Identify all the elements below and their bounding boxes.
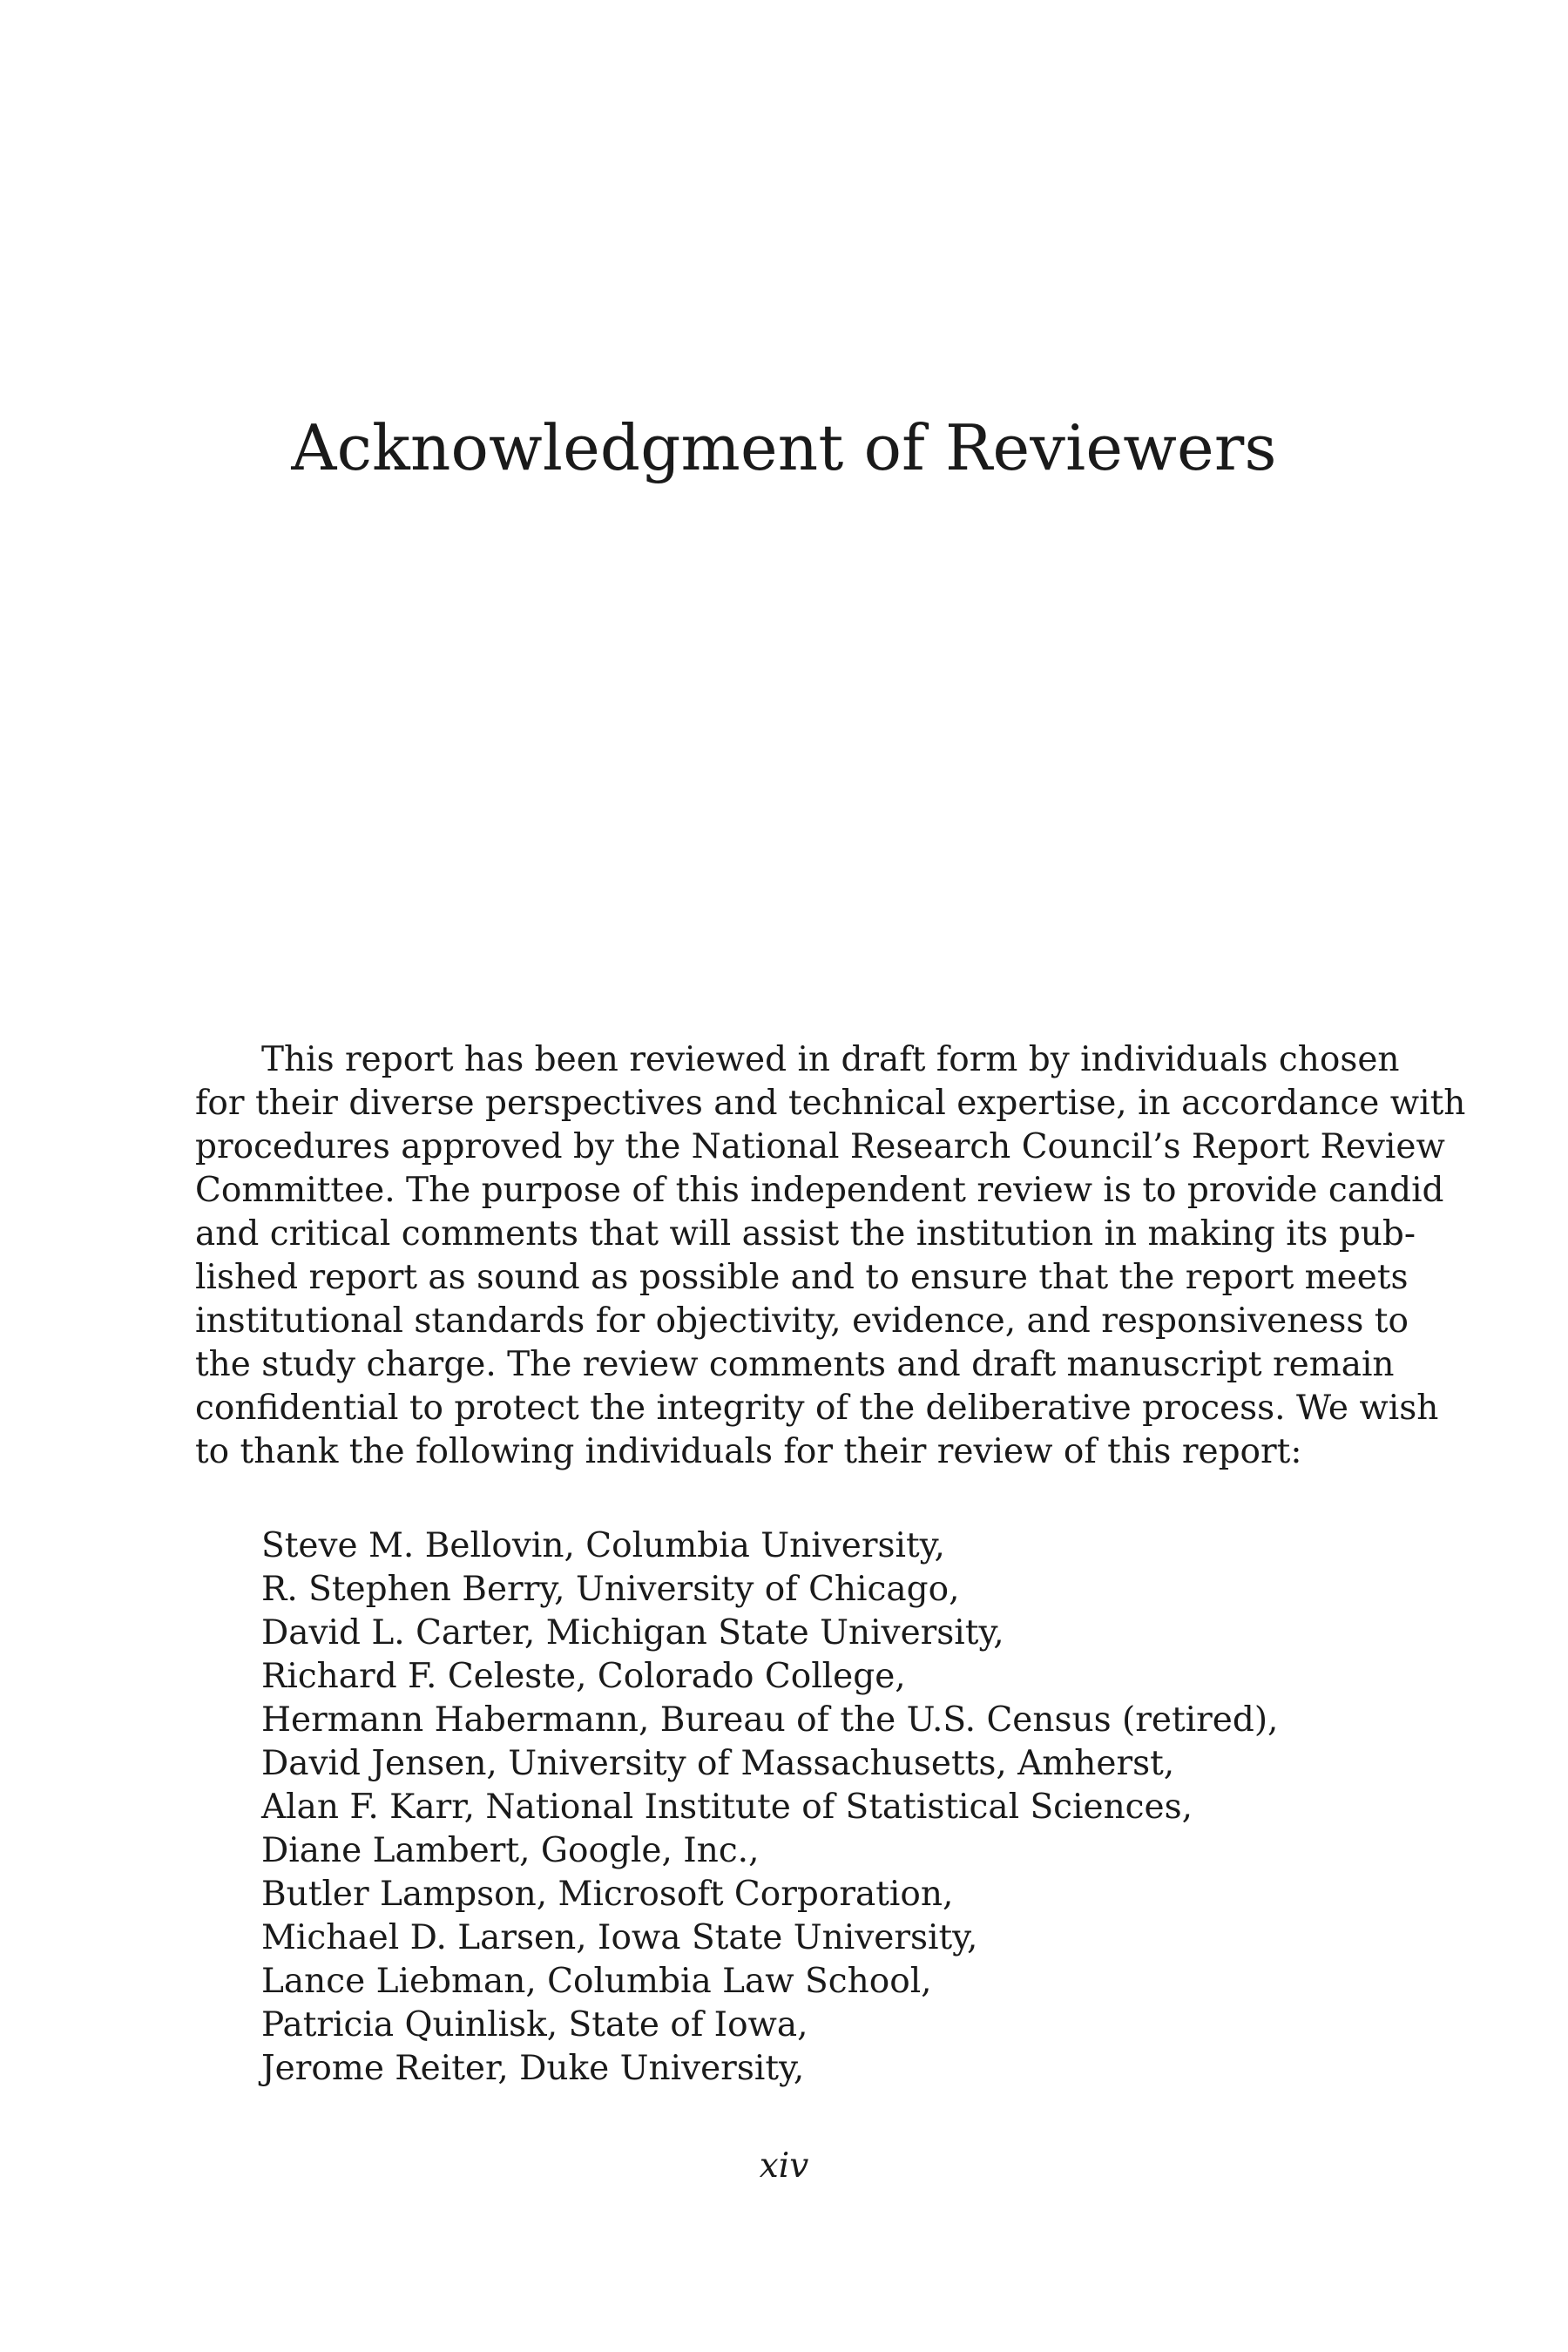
page-number: xiv [759,2146,809,2186]
reviewer-entry: R. Stephen Berry, University of Chicago, [261,1570,960,1609]
paragraph-line: institutional standards for objectivity, evidence, and responsiveness to [195,1301,1409,1341]
paragraph-line: to thank the following individuals for their review of this report: [195,1432,1302,1471]
paragraph-line: This report has been reviewed in draft form by individuals chosen [261,1040,1400,1079]
reviewer-entry: Alan F. Karr, National Institute of Statistical Sciences, [261,1788,1193,1827]
paragraph-line: Committee. The purpose of this independent review is to provide candid [195,1171,1444,1210]
reviewer-entry: Jerome Reiter, Duke University, [261,2049,805,2088]
reviewer-entry: David Jensen, University of Massachusetts, Amherst, [261,1744,1175,1783]
body-paragraph [195,1038,1466,1474]
reviewer-list [261,1524,1278,2091]
paragraph-line: lished report as sound as possible and to ensure that the report meets [195,1258,1409,1297]
paragraph-line: the study charge. The review comments and draft manuscript remain [195,1345,1395,1384]
reviewer-entry: Steve M. Bellovin, Columbia University, [261,1526,945,1565]
page-title: Acknowledgment of Reviewers [291,411,1277,484]
paragraph-line: and critical comments that will assist the institution in making its pub- [195,1214,1416,1254]
reviewer-entry: Butler Lampson, Microsoft Corporation, [261,1875,954,1914]
reviewer-entry: Diane Lambert, Google, Inc., [261,1831,760,1870]
reviewer-entry: David L. Carter, Michigan State University, [261,1613,1004,1652]
paragraph-line: for their diverse perspectives and technical expertise, in accordance with [195,1084,1466,1123]
reviewer-entry: Lance Liebman, Columbia Law School, [261,1962,932,2001]
reviewer-entry: Michael D. Larsen, Iowa State University, [261,1918,978,1957]
paragraph-line: confidential to protect the integrity of the deliberative process. We wish [195,1389,1439,1428]
paragraph-line: procedures approved by the National Research Council’s Report Review [195,1127,1445,1166]
reviewer-entry: Hermann Habermann, Bureau of the U.S. Census (retired), [261,1700,1279,1740]
reviewer-entry: Patricia Quinlisk, State of Iowa, [261,2005,808,2044]
reviewer-entry: Richard F. Celeste, Colorado College, [261,1657,906,1696]
